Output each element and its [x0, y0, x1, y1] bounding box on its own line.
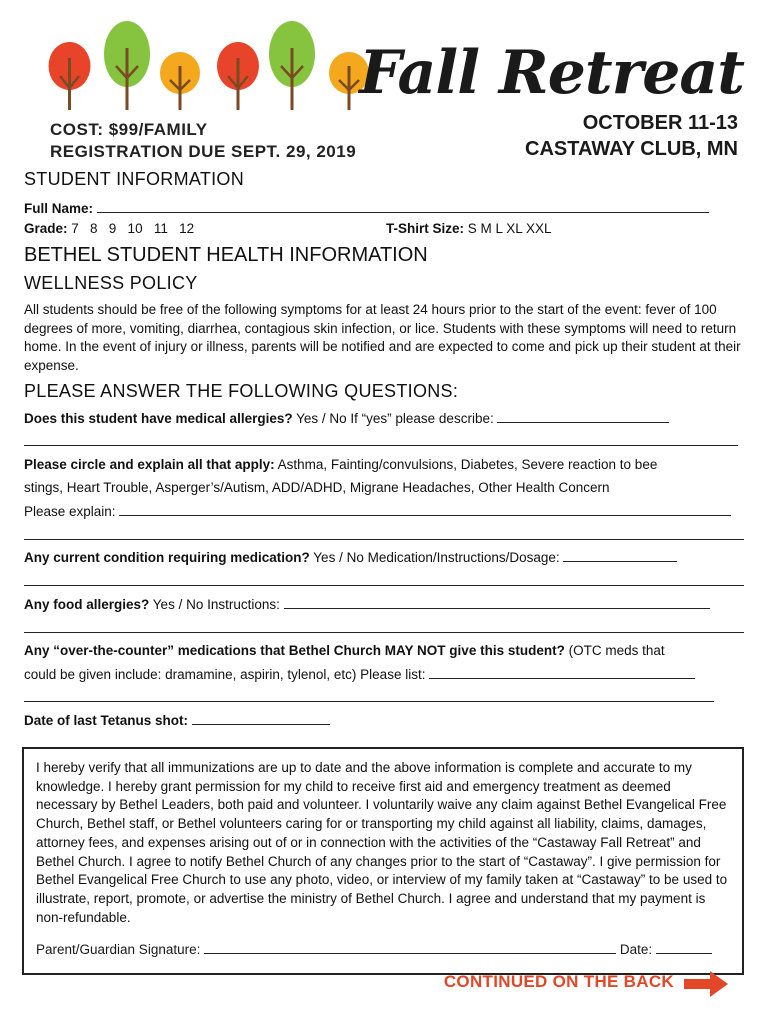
- event-location-text: CASTAWAY CLUB, MN: [525, 138, 738, 160]
- wellness-text: All students should be free of the following symptoms for at least 24 hours prior to the start of the event: fever of 100 degrees of more, vomiting, diarrhea, contagious skin infection, or lice. Students with these symptoms will need to return home. In the event of injury or illness, parents will be notified and are expected to come and pick up their student at their expense.: [24, 302, 741, 373]
- full-name-row: [24, 199, 709, 216]
- q3-options[interactable]: Yes / No Medication/Instructions/Dosage:: [313, 550, 560, 565]
- signature-row: [36, 941, 712, 957]
- event-dates: [525, 110, 738, 162]
- q5-note: (OTC meds that: [568, 643, 665, 658]
- questions-heading: PLEASE ANSWER THE FOLLOWING QUESTIONS:: [24, 381, 459, 401]
- tetanus-date-field[interactable]: [192, 712, 330, 725]
- student-info-heading: STUDENT INFORMATION: [24, 169, 245, 189]
- tshirt-options[interactable]: S M L XL XXL: [467, 221, 552, 236]
- consent-text: I hereby verify that all immunizations are up to date and the above information is complete and accurate to my knowledge. I hereby grant permission for my child to receive first aid and emergency treatment as deemed necessary by Bethel Leaders, both paid and volunteer. I voluntarily waive any claim against Bethel Evangelical Free Church, Bethel staff, or Bethel volunteers caring for or transporting my child against all liability, claims, damages, attorney fees, and expenses arising out of or in connection with the activities of the “Castaway Fall Retreat” and Bethel Church. I agree to notify Bethel Church of any changes prior to the start of “Castaway”. I give permission for Bethel Evangelical Free Church to use any photo, video, or interview of my family taken at “Castaway” to be used to illustrate, report, promote, or advertise the ministry of Bethel Church. I agree and understand that my payment is non-refundable.: [36, 760, 728, 925]
- tree-red-2: [217, 42, 259, 110]
- q4-options[interactable]: Yes / No Instructions:: [152, 597, 280, 612]
- q3-row: [24, 549, 677, 565]
- q2-options-line2[interactable]: stings, Heart Trouble, Asperger’s/Autism, ADD/ADHD, Migrane Headaches, Other Health Concern: [24, 480, 610, 495]
- autumn-trees-illustration: [46, 18, 386, 113]
- q1-row: [24, 410, 669, 426]
- q4-answer-line[interactable]: [24, 632, 744, 633]
- wellness-heading: WELLNESS POLICY: [24, 273, 198, 293]
- grade-label: Grade:: [24, 221, 68, 236]
- signature-date-field[interactable]: [656, 941, 712, 954]
- tree-green-2: [269, 21, 315, 110]
- tree-red-1: [49, 42, 91, 110]
- grade-row: [24, 221, 194, 236]
- q5-answer-field[interactable]: [429, 666, 695, 679]
- cost-info: [50, 119, 356, 163]
- registration-due-text: REGISTRATION DUE SEPT. 29, 2019: [50, 142, 357, 161]
- q5-question: Any “over-the-counter” medications that Bethel Church MAY NOT give this student?: [24, 643, 565, 658]
- q4-question: Any food allergies?: [24, 597, 150, 612]
- q3-question: Any current condition requiring medication?: [24, 550, 310, 565]
- event-title: Fall Retreat: [359, 38, 744, 108]
- q3-answer-field[interactable]: [563, 549, 677, 562]
- q6-question: Date of last Tetanus shot:: [24, 713, 189, 728]
- q5-list-label: could be given include: dramamine, aspirin, tylenol, etc) Please list:: [24, 667, 426, 682]
- grade-options[interactable]: 7 8 9 10 11 12: [71, 221, 195, 236]
- date-label: Date:: [619, 942, 653, 957]
- q2-row: [24, 457, 657, 472]
- cost-text: COST: $99/FAMILY: [50, 120, 208, 139]
- q5-row: [24, 643, 665, 658]
- health-heading: BETHEL STUDENT HEALTH INFORMATION: [24, 244, 428, 266]
- q3-answer-line[interactable]: [24, 585, 744, 586]
- q2-explain-field[interactable]: [119, 503, 731, 516]
- q5-row-2: [24, 666, 695, 682]
- event-date-text: OCTOBER 11-13: [582, 112, 738, 134]
- q1-options[interactable]: Yes / No If “yes” please describe:: [296, 411, 494, 426]
- full-name-field[interactable]: [97, 199, 709, 213]
- tshirt-row: [386, 221, 552, 236]
- q1-answer-line[interactable]: [24, 445, 738, 446]
- q1-question: Does this student have medical allergies?: [24, 411, 293, 426]
- consent-box: [22, 747, 744, 975]
- q2-explain-row: [24, 503, 731, 519]
- q5-answer-line[interactable]: [24, 701, 714, 702]
- tshirt-label: T-Shirt Size:: [386, 221, 465, 236]
- signature-field[interactable]: [204, 941, 616, 954]
- tree-orange-1: [160, 52, 200, 110]
- full-name-label: Full Name:: [24, 201, 94, 216]
- continued-on-back-text: CONTINUED ON THE BACK: [443, 972, 674, 991]
- q6-row: [24, 712, 330, 728]
- q4-row: [24, 596, 710, 612]
- q2-answer-line[interactable]: [24, 539, 744, 540]
- tree-green-1: [104, 21, 150, 110]
- q2-question: Please circle and explain all that apply:: [24, 457, 275, 472]
- right-arrow-icon: [684, 971, 728, 997]
- q1-answer-field[interactable]: [497, 410, 669, 423]
- q2-explain-label: Please explain:: [24, 504, 116, 519]
- q2-options[interactable]: Asthma, Fainting/convulsions, Diabetes, Severe reaction to bee: [277, 457, 658, 472]
- signature-label: Parent/Guardian Signature:: [36, 942, 201, 957]
- q4-answer-field[interactable]: [284, 596, 710, 609]
